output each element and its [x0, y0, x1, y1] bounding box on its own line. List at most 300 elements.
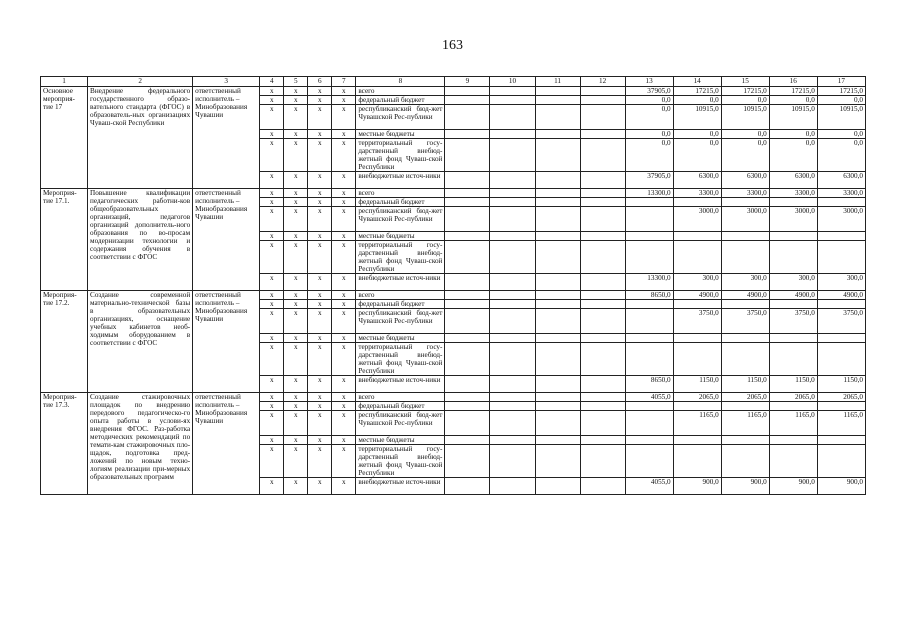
code-mark: x [308, 411, 332, 436]
empty-year-cell [535, 87, 580, 96]
code-mark: x [284, 402, 308, 411]
code-mark: x [308, 300, 332, 309]
amount-cell: 900,0 [817, 478, 865, 495]
code-mark: x [308, 105, 332, 130]
amount-cell: 4900,0 [817, 291, 865, 300]
amount-cell [673, 343, 721, 376]
funding-source: внебюджетные источ-ники [356, 478, 445, 495]
empty-year-cell [490, 343, 535, 376]
empty-year-cell [535, 105, 580, 130]
empty-year-cell [580, 198, 625, 207]
amount-cell: 3750,0 [673, 309, 721, 334]
empty-year-cell [490, 207, 535, 232]
amount-cell: 1150,0 [817, 376, 865, 393]
amount-cell: 0,0 [769, 96, 817, 105]
code-mark: x [332, 241, 356, 274]
code-mark: x [332, 105, 356, 130]
empty-year-cell [490, 300, 535, 309]
column-number: 16 [769, 77, 817, 87]
amount-cell: 0,0 [673, 96, 721, 105]
empty-year-cell [490, 274, 535, 291]
empty-year-cell [445, 189, 490, 198]
code-mark: x [284, 139, 308, 172]
empty-year-cell [535, 478, 580, 495]
empty-year-cell [445, 139, 490, 172]
amount-cell [769, 334, 817, 343]
amount-cell [625, 334, 673, 343]
code-mark: x [284, 300, 308, 309]
empty-year-cell [580, 189, 625, 198]
code-mark: x [260, 309, 284, 334]
empty-year-cell [535, 436, 580, 445]
empty-year-cell [580, 172, 625, 189]
empty-year-cell [445, 334, 490, 343]
amount-cell: 0,0 [625, 96, 673, 105]
amount-cell: 0,0 [625, 139, 673, 172]
code-mark: x [260, 139, 284, 172]
amount-cell [721, 241, 769, 274]
column-number: 9 [445, 77, 490, 87]
amount-cell [625, 436, 673, 445]
funding-source: федеральный бюджет [356, 96, 445, 105]
empty-year-cell [580, 105, 625, 130]
amount-cell [625, 402, 673, 411]
code-mark: x [308, 291, 332, 300]
empty-year-cell [490, 87, 535, 96]
amount-cell [817, 334, 865, 343]
amount-cell: 13300,0 [625, 274, 673, 291]
empty-year-cell [445, 376, 490, 393]
funding-source: федеральный бюджет [356, 402, 445, 411]
empty-year-cell [490, 96, 535, 105]
amount-cell: 6300,0 [817, 172, 865, 189]
column-number: 13 [625, 77, 673, 87]
amount-cell [625, 232, 673, 241]
code-mark: x [332, 300, 356, 309]
funding-source: республиканский бюд-жет Чувашской Рес-публики [356, 207, 445, 232]
code-mark: x [308, 130, 332, 139]
amount-cell: 1165,0 [769, 411, 817, 436]
empty-year-cell [580, 96, 625, 105]
empty-year-cell [445, 291, 490, 300]
column-number: 4 [260, 77, 284, 87]
amount-cell [769, 436, 817, 445]
empty-year-cell [445, 172, 490, 189]
code-mark: x [260, 343, 284, 376]
empty-year-cell [535, 411, 580, 436]
empty-year-cell [445, 105, 490, 130]
code-mark: x [284, 198, 308, 207]
empty-year-cell [580, 402, 625, 411]
empty-year-cell [535, 334, 580, 343]
amount-cell [769, 232, 817, 241]
amount-cell: 900,0 [673, 478, 721, 495]
column-number: 12 [580, 77, 625, 87]
amount-cell: 8650,0 [625, 376, 673, 393]
empty-year-cell [490, 291, 535, 300]
amount-cell [817, 300, 865, 309]
empty-year-cell [580, 139, 625, 172]
empty-year-cell [490, 232, 535, 241]
empty-year-cell [535, 96, 580, 105]
empty-year-cell [535, 309, 580, 334]
code-mark: x [260, 445, 284, 478]
empty-year-cell [445, 87, 490, 96]
column-number: 6 [308, 77, 332, 87]
amount-cell [769, 402, 817, 411]
amount-cell [817, 402, 865, 411]
empty-year-cell [445, 274, 490, 291]
amount-cell: 37905,0 [625, 172, 673, 189]
funding-source: федеральный бюджет [356, 198, 445, 207]
amount-cell [721, 198, 769, 207]
code-mark: x [308, 436, 332, 445]
code-mark: x [308, 96, 332, 105]
amount-cell: 3750,0 [817, 309, 865, 334]
code-mark: x [260, 207, 284, 232]
amount-cell: 2065,0 [817, 393, 865, 402]
code-mark: x [332, 172, 356, 189]
code-mark: x [284, 241, 308, 274]
code-mark: x [284, 207, 308, 232]
code-mark: x [308, 198, 332, 207]
code-mark: x [260, 393, 284, 402]
amount-cell: 17215,0 [673, 87, 721, 96]
column-number: 1 [41, 77, 88, 87]
empty-year-cell [490, 241, 535, 274]
amount-cell: 300,0 [769, 274, 817, 291]
code-mark: x [332, 198, 356, 207]
amount-cell: 900,0 [721, 478, 769, 495]
code-mark: x [284, 189, 308, 198]
empty-year-cell [580, 343, 625, 376]
code-mark: x [332, 376, 356, 393]
code-mark: x [308, 376, 332, 393]
empty-year-cell [580, 376, 625, 393]
amount-cell: 300,0 [817, 274, 865, 291]
measure-name: Внедрение федерального государственного образо-вательного стандарта (ФГОС) в образователь-ных организациях Чуваш-ской Республики [88, 87, 193, 189]
amount-cell [769, 198, 817, 207]
amount-cell [817, 343, 865, 376]
amount-cell: 2065,0 [673, 393, 721, 402]
code-mark: x [284, 478, 308, 495]
code-mark: x [332, 130, 356, 139]
amount-cell [721, 300, 769, 309]
amount-cell [721, 402, 769, 411]
code-mark: x [308, 402, 332, 411]
amount-cell: 1165,0 [817, 411, 865, 436]
empty-year-cell [535, 376, 580, 393]
amount-cell: 3000,0 [817, 207, 865, 232]
empty-year-cell [535, 139, 580, 172]
amount-cell: 0,0 [625, 105, 673, 130]
amount-cell: 900,0 [769, 478, 817, 495]
amount-cell [625, 207, 673, 232]
amount-cell: 1165,0 [721, 411, 769, 436]
empty-year-cell [445, 207, 490, 232]
column-number: 17 [817, 77, 865, 87]
code-mark: x [308, 172, 332, 189]
empty-year-cell [535, 402, 580, 411]
amount-cell [769, 300, 817, 309]
funding-source: всего [356, 189, 445, 198]
empty-year-cell [535, 207, 580, 232]
amount-cell: 17215,0 [721, 87, 769, 96]
measure-executor: ответственный исполнитель – Минобразования Чувашии [193, 189, 260, 291]
measure-name: Повышение квалификации педагогических работни-ков общеобразовательных организаций, педагогов организаций дополнитель-ного образования по во-просам модернизации технологии и содержания обучения в соответствии с ФГОС [88, 189, 193, 291]
code-mark: x [308, 241, 332, 274]
code-mark: x [260, 334, 284, 343]
empty-year-cell [445, 411, 490, 436]
empty-year-cell [535, 291, 580, 300]
column-number: 3 [193, 77, 260, 87]
amount-cell [721, 436, 769, 445]
measure-code: Основное мероприя-тие 17 [41, 87, 88, 189]
measure-executor: ответственный исполнитель – Минобразования Чувашии [193, 87, 260, 189]
code-mark: x [284, 343, 308, 376]
code-mark: x [308, 478, 332, 495]
amount-cell: 3000,0 [769, 207, 817, 232]
code-mark: x [308, 445, 332, 478]
empty-year-cell [445, 393, 490, 402]
empty-year-cell [535, 445, 580, 478]
funding-source: местные бюджеты [356, 130, 445, 139]
amount-cell [817, 241, 865, 274]
code-mark: x [260, 189, 284, 198]
empty-year-cell [490, 376, 535, 393]
amount-cell: 0,0 [817, 130, 865, 139]
empty-year-cell [580, 334, 625, 343]
amount-cell: 0,0 [721, 96, 769, 105]
amount-cell: 0,0 [817, 96, 865, 105]
amount-cell: 4055,0 [625, 478, 673, 495]
code-mark: x [332, 189, 356, 198]
amount-cell: 4055,0 [625, 393, 673, 402]
amount-cell [817, 436, 865, 445]
empty-year-cell [490, 139, 535, 172]
code-mark: x [308, 232, 332, 241]
amount-cell: 3750,0 [721, 309, 769, 334]
code-mark: x [308, 207, 332, 232]
empty-year-cell [535, 232, 580, 241]
amount-cell: 3750,0 [769, 309, 817, 334]
empty-year-cell [490, 105, 535, 130]
empty-year-cell [445, 309, 490, 334]
amount-cell: 17215,0 [769, 87, 817, 96]
empty-year-cell [580, 478, 625, 495]
amount-cell: 2065,0 [721, 393, 769, 402]
funding-source: территориальный госу-дарственный внебюд-жетный фонд Чуваш-ской Республики [356, 139, 445, 172]
empty-year-cell [580, 232, 625, 241]
funding-source: федеральный бюджет [356, 300, 445, 309]
code-mark: x [332, 139, 356, 172]
empty-year-cell [580, 291, 625, 300]
empty-year-cell [445, 232, 490, 241]
code-mark: x [332, 207, 356, 232]
funding-source: всего [356, 291, 445, 300]
amount-cell: 6300,0 [721, 172, 769, 189]
code-mark: x [332, 334, 356, 343]
amount-cell: 37905,0 [625, 87, 673, 96]
funding-source: республиканский бюд-жет Чувашской Рес-публики [356, 411, 445, 436]
amount-cell [817, 198, 865, 207]
code-mark: x [260, 411, 284, 436]
empty-year-cell [535, 198, 580, 207]
code-mark: x [284, 172, 308, 189]
amount-cell: 6300,0 [769, 172, 817, 189]
code-mark: x [308, 189, 332, 198]
code-mark: x [284, 130, 308, 139]
empty-year-cell [445, 343, 490, 376]
empty-year-cell [535, 343, 580, 376]
code-mark: x [308, 87, 332, 96]
amount-cell: 4900,0 [769, 291, 817, 300]
page-number: 163 [442, 38, 463, 53]
funding-source: всего [356, 87, 445, 96]
amount-cell [673, 436, 721, 445]
measure-executor: ответственный исполнитель – Минобразования Чувашии [193, 393, 260, 495]
amount-cell: 0,0 [721, 139, 769, 172]
code-mark: x [260, 105, 284, 130]
empty-year-cell [580, 207, 625, 232]
column-number: 10 [490, 77, 535, 87]
empty-year-cell [445, 198, 490, 207]
empty-year-cell [445, 130, 490, 139]
amount-cell: 10915,0 [769, 105, 817, 130]
measure-code: Мероприя-тие 17.3. [41, 393, 88, 495]
amount-cell: 1165,0 [673, 411, 721, 436]
amount-cell [625, 300, 673, 309]
code-mark: x [308, 343, 332, 376]
amount-cell: 0,0 [721, 130, 769, 139]
code-mark: x [332, 274, 356, 291]
empty-year-cell [445, 300, 490, 309]
code-mark: x [284, 445, 308, 478]
amount-cell: 3000,0 [673, 207, 721, 232]
table-row [41, 87, 866, 96]
code-mark: x [308, 274, 332, 291]
amount-cell [769, 241, 817, 274]
amount-cell [817, 232, 865, 241]
funding-source: территориальный госу-дарственный внебюд-жетный фонд Чуваш-ской Республики [356, 343, 445, 376]
amount-cell: 0,0 [625, 130, 673, 139]
code-mark: x [284, 96, 308, 105]
funding-source: республиканский бюд-жет Чувашской Рес-публики [356, 309, 445, 334]
empty-year-cell [580, 274, 625, 291]
code-mark: x [260, 96, 284, 105]
amount-cell: 300,0 [721, 274, 769, 291]
code-mark: x [332, 96, 356, 105]
amount-cell [625, 411, 673, 436]
table-row [41, 291, 866, 300]
amount-cell [721, 334, 769, 343]
empty-year-cell [490, 436, 535, 445]
amount-cell [673, 334, 721, 343]
empty-year-cell [490, 445, 535, 478]
empty-year-cell [580, 130, 625, 139]
code-mark: x [332, 232, 356, 241]
amount-cell: 3300,0 [769, 189, 817, 198]
table-body [41, 77, 866, 495]
code-mark: x [308, 139, 332, 172]
code-mark: x [284, 232, 308, 241]
code-mark: x [260, 87, 284, 96]
amount-cell: 17215,0 [817, 87, 865, 96]
code-mark: x [260, 198, 284, 207]
empty-year-cell [580, 300, 625, 309]
code-mark: x [332, 445, 356, 478]
empty-year-cell [445, 478, 490, 495]
amount-cell [625, 241, 673, 274]
amount-cell [673, 232, 721, 241]
table-row [41, 393, 866, 402]
code-mark: x [284, 376, 308, 393]
code-mark: x [332, 343, 356, 376]
amount-cell: 3000,0 [721, 207, 769, 232]
column-number: 15 [721, 77, 769, 87]
amount-cell: 0,0 [769, 130, 817, 139]
amount-cell [625, 343, 673, 376]
amount-cell: 3300,0 [673, 189, 721, 198]
funding-source: территориальный госу-дарственный внебюд-жетный фонд Чуваш-ской Республики [356, 241, 445, 274]
code-mark: x [332, 291, 356, 300]
column-number: 11 [535, 77, 580, 87]
code-mark: x [332, 436, 356, 445]
code-mark: x [260, 130, 284, 139]
empty-year-cell [535, 130, 580, 139]
code-mark: x [308, 334, 332, 343]
amount-cell: 4900,0 [673, 291, 721, 300]
empty-year-cell [535, 241, 580, 274]
empty-year-cell [535, 393, 580, 402]
empty-year-cell [445, 445, 490, 478]
code-mark: x [332, 87, 356, 96]
amount-cell: 13300,0 [625, 189, 673, 198]
code-mark: x [332, 478, 356, 495]
amount-cell: 1150,0 [769, 376, 817, 393]
empty-year-cell [580, 309, 625, 334]
amount-cell [625, 445, 673, 478]
code-mark: x [260, 300, 284, 309]
measure-code: Мероприя-тие 17.1. [41, 189, 88, 291]
amount-cell [625, 309, 673, 334]
code-mark: x [332, 309, 356, 334]
amount-cell: 0,0 [769, 139, 817, 172]
amount-cell: 10915,0 [817, 105, 865, 130]
funding-source: внебюджетные источ-ники [356, 172, 445, 189]
funding-source: местные бюджеты [356, 334, 445, 343]
amount-cell: 10915,0 [673, 105, 721, 130]
code-mark: x [284, 274, 308, 291]
empty-year-cell [490, 189, 535, 198]
code-mark: x [284, 87, 308, 96]
amount-cell [721, 232, 769, 241]
amount-cell [673, 241, 721, 274]
empty-year-cell [445, 402, 490, 411]
amount-cell [817, 445, 865, 478]
amount-cell [673, 445, 721, 478]
empty-year-cell [490, 393, 535, 402]
amount-cell: 0,0 [673, 130, 721, 139]
column-number: 7 [332, 77, 356, 87]
amount-cell: 2065,0 [769, 393, 817, 402]
empty-year-cell [580, 241, 625, 274]
amount-cell [769, 445, 817, 478]
table-row [41, 189, 866, 198]
amount-cell [721, 343, 769, 376]
code-mark: x [260, 291, 284, 300]
code-mark: x [260, 376, 284, 393]
